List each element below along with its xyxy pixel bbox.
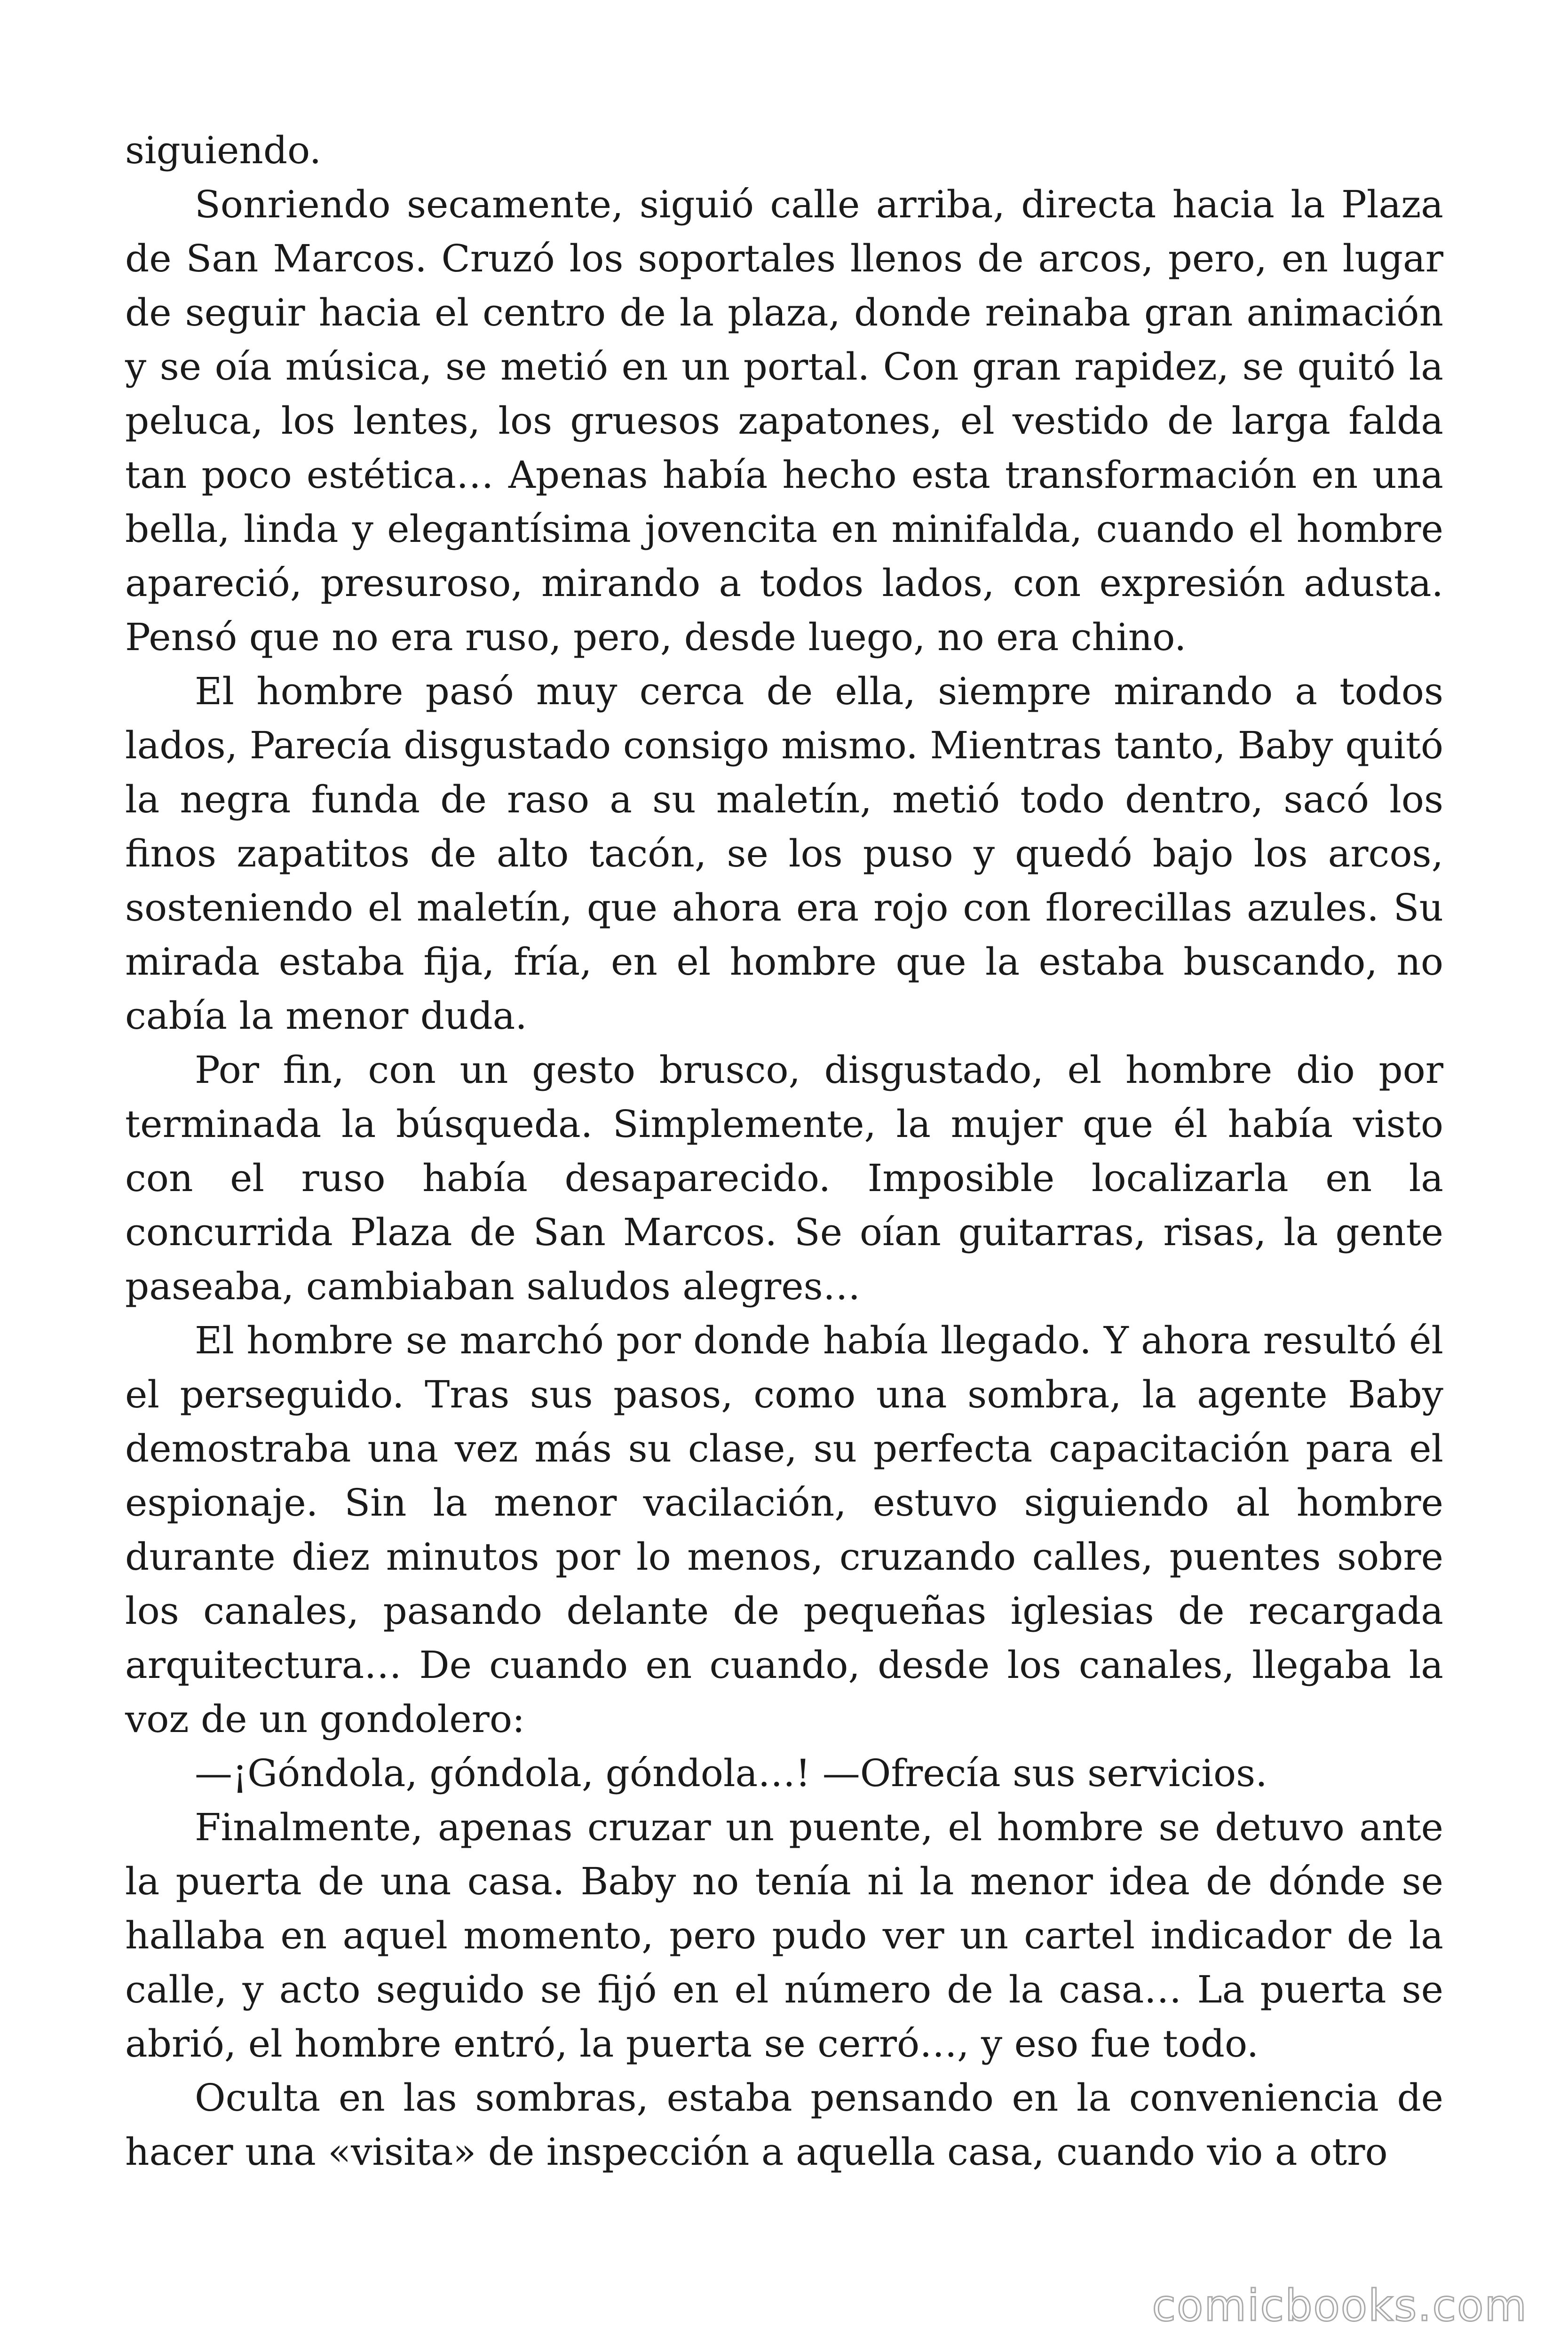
paragraph: Finalmente, apenas cruzar un puente, el hombre se detuvo ante la puerta de una casa. Baby no tenía ni la menor idea de dónde se hallaba en aquel momento, pero pudo ver un cartel indicador de la calle, y acto seguido se fijó en el número de la casa… La puerta se abrió, el hombre entró, la puerta se cerró…, y eso fue todo. xyxy=(125,1805,1443,2066)
paragraph-dialogue: —¡Góndola, góndola, góndola…! —Ofrecía sus servicios. xyxy=(195,1751,1267,1795)
paragraph: Oculta en las sombras, estaba pensando en la conveniencia de hacer una «visita» de inspección a aquella casa, cuando vio a otro xyxy=(125,2076,1443,2174)
watermark-text: comicbooks.com xyxy=(1152,2280,1528,2331)
paragraph-continuation: siguiendo. xyxy=(125,128,322,172)
paragraph: El hombre pasó muy cerca de ella, siempre mirando a todos lados, Parecía disgustado consigo mismo. Mientras tanto, Baby quitó la negra funda de raso a su maletín, metió todo dentro, sacó los finos zapatitos de alto tacón, se los puso y quedó bajo los arcos, sosteniendo el maletín, que ahora era rojo con florecillas azules. Su mirada estaba fija, fría, en el hombre que la estaba buscando, no cabía la menor duda. xyxy=(125,669,1443,1038)
paragraph: Por fin, con un gesto brusco, disgustado, el hombre dio por terminada la búsqueda. Simplemente, la mujer que él había visto con el ruso había desaparecido. Imposible localizarla en la concurrida Plaza de San Marcos. Se oían guitarras, risas, la gente paseaba, cambiaban saludos alegres… xyxy=(125,1048,1443,1308)
paragraph: El hombre se marchó por donde había llegado. Y ahora resultó él el perseguido. Tras sus pasos, como una sombra, la agente Baby demostraba una vez más su clase, su perfecta capacitación para el espionaje. Sin la menor vacilación, estuvo siguiendo al hombre durante diez minutos por lo menos, cruzando calles, puentes sobre los canales, pasando delante de pequeñas iglesias de recargada arquitectura… De cuando en cuando, desde los canales, llegaba la voz de un gondolero: xyxy=(125,1319,1443,1741)
paragraph: Sonriendo secamente, siguió calle arriba, directa hacia la Plaza de San Marcos. Cruzó los soportales llenos de arcos, pero, en lugar de seguir hacia el centro de la plaza, donde reinaba gran animación y se oía música, se metió en un portal. Con gran rapidez, se quitó la peluca, los lentes, los gruesos zapatones, el vestido de larga falda tan poco estética… Apenas había hecho esta transformación en una bella, linda y elegantísima jovencita en minifalda, cuando el hombre apareció, presuroso, mirando a todos lados, con expresión adusta. Pensó que no era ruso, pero, desde luego, no era chino. xyxy=(125,183,1443,659)
book-page xyxy=(125,123,1443,2179)
